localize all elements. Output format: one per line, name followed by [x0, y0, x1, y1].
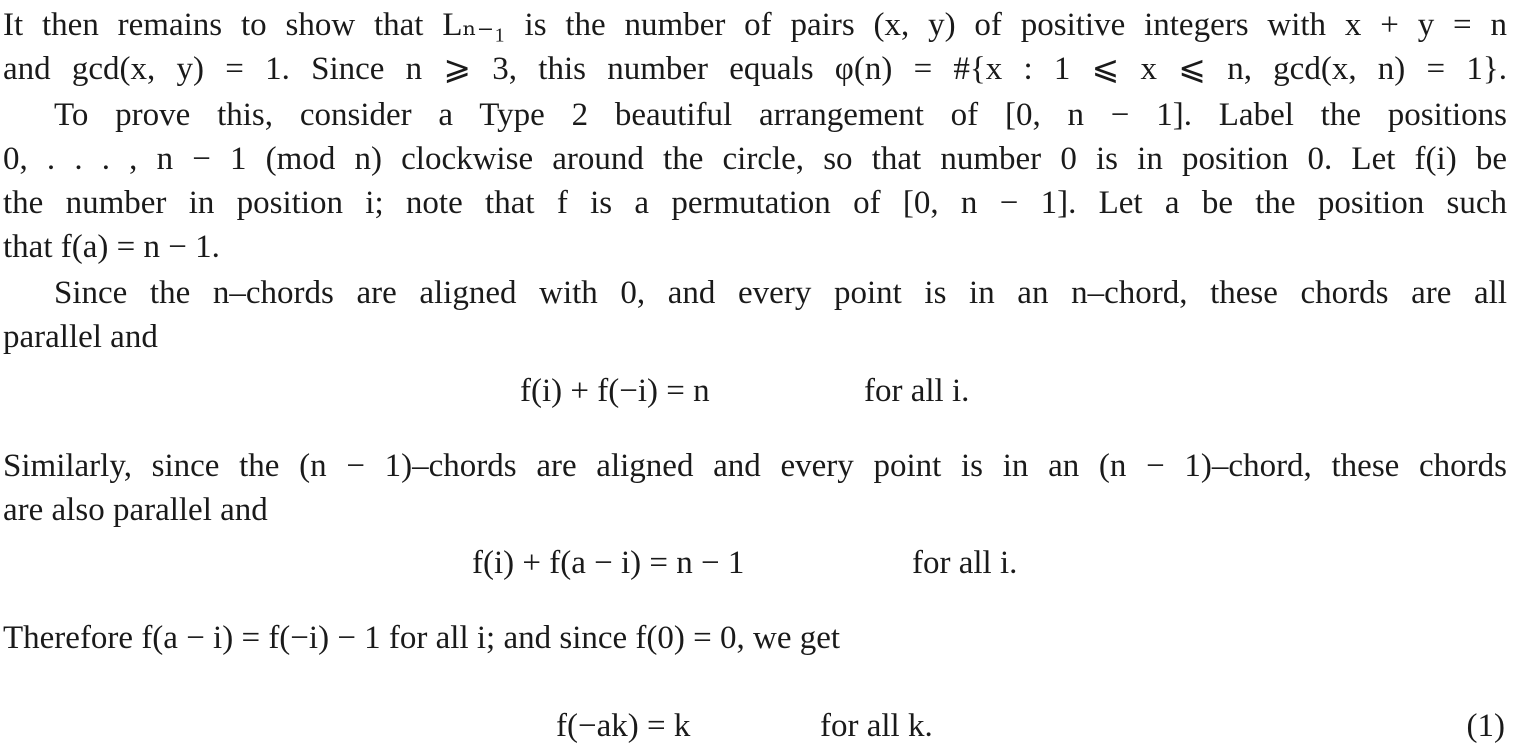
equation-3-condition: for all k. [820, 708, 933, 744]
text-line-1: It then remains to show that Lₙ₋₁ is the number of pairs (x, y) of positive integers with x + y = n [3, 7, 1507, 43]
equation-2-condition: for all i. [912, 545, 1018, 581]
text-line-6: that f(a) = n − 1. [3, 229, 220, 265]
text-line-4: 0, . . . , n − 1 (mod n) clockwise around the circle, so that number 0 is in position 0. Let f(i) be [3, 141, 1507, 177]
text-line-7: Since the n–chords are aligned with 0, and every point is in an n–chord, these chords are all [54, 275, 1507, 311]
equation-number: (1) [1466, 708, 1505, 744]
text-line-3: To prove this, consider a Type 2 beautiful arrangement of [0, n − 1]. Label the positions [54, 97, 1507, 133]
text-line-8: parallel and [3, 319, 158, 355]
text-line-10: are also parallel and [3, 492, 268, 528]
text-line-5: the number in position i; note that f is a permutation of [0, n − 1]. Let a be the position such [3, 185, 1507, 221]
equation-3-lhs: f(−ak) = k [556, 708, 691, 744]
equation-2-lhs: f(i) + f(a − i) = n − 1 [472, 545, 745, 581]
text-line-9: Similarly, since the (n − 1)–chords are aligned and every point is in an (n − 1)–chord, these chords [3, 448, 1507, 484]
equation-1-lhs: f(i) + f(−i) = n [520, 373, 710, 409]
text-line-2: and gcd(x, y) = 1. Since n ⩾ 3, this number equals φ(n) = #{x : 1 ⩽ x ⩽ n, gcd(x, n) = 1}. [3, 51, 1507, 87]
text-line-11: Therefore f(a − i) = f(−i) − 1 for all i; and since f(0) = 0, we get [3, 620, 841, 656]
equation-1-condition: for all i. [864, 373, 970, 409]
